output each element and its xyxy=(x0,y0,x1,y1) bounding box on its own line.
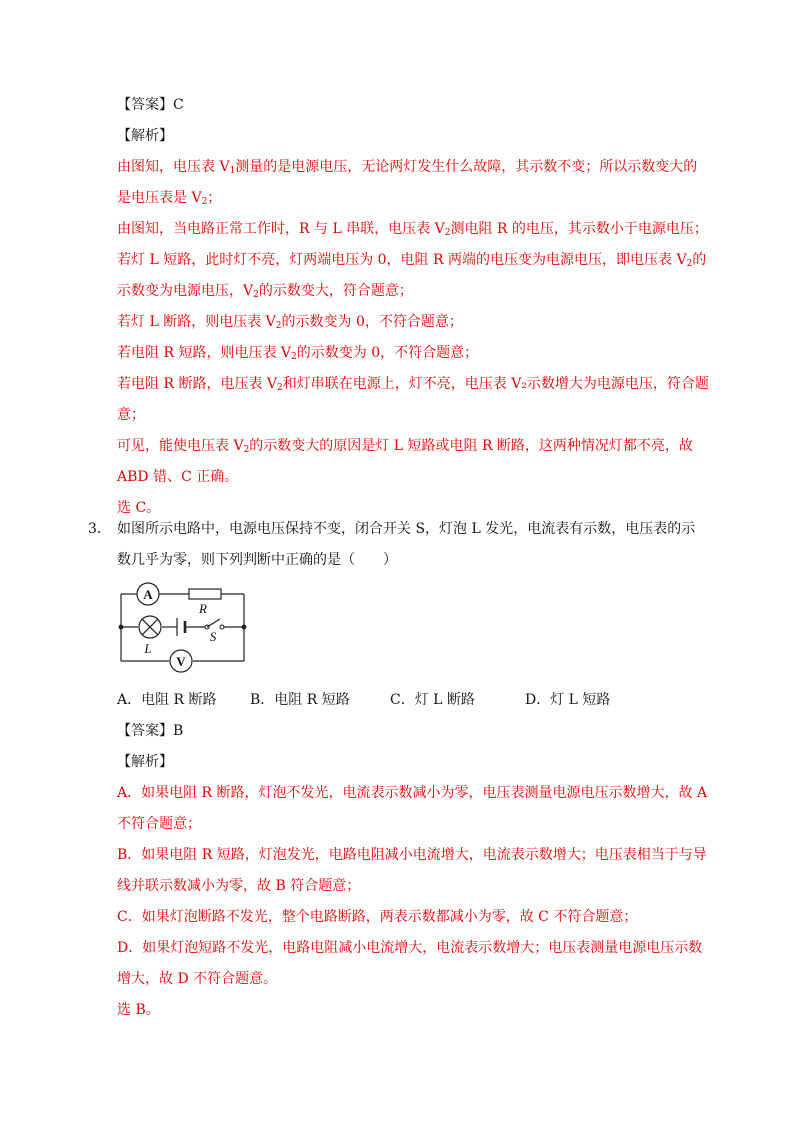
analysis-1-line: 若电阻 R 断路，电压表 $V_2$和灯串联在电源上，灯不亮，电压表 V₂示数增大为电源电压，符合题 xyxy=(117,376,709,393)
analysis-1-line: ABD 错、C 正确。 xyxy=(117,469,239,485)
switch-symbol xyxy=(205,619,224,644)
analysis-1-line: 若灯 L 断路，则电压表 $V_2$的示数变为 0，不符合题意； xyxy=(117,314,463,331)
analysis-1-line: 是电压表是 $V_2$； xyxy=(117,190,222,207)
question-3-text-line2: 数几乎为零，则下列判断中正确的是（ ） xyxy=(117,552,397,568)
analysis-3-line: 增大，故 D 不符合题意。 xyxy=(117,971,278,987)
analysis-1-line: 由图知，当电路正常工作时，R 与 L 串联，电压表 $V_2$测电阻 R 的电压，其示数小于电源电压； xyxy=(117,221,708,238)
circuit-diagram xyxy=(113,574,253,674)
analysis-title-3: 【解析】 xyxy=(117,754,173,770)
analysis-3-line: A．如果电阻 R 断路，灯泡不发光，电流表示数减小为零，电压表测量电源电压示数增大，故 A xyxy=(117,785,708,801)
junction-dot-right xyxy=(242,625,247,630)
analysis-3-line: 选 B。 xyxy=(117,1002,160,1018)
analysis-3-line: 不符合题意； xyxy=(117,816,201,832)
analysis-3-line: C．如果灯泡断路不发光，整个电路断路，两表示数都减小为零，故 C 不符合题意； xyxy=(117,909,638,925)
resistor-symbol xyxy=(189,589,221,616)
analysis-1-line: 示数变为电源电压，$V_2$的示数变大，符合题意； xyxy=(117,283,413,300)
answer-label-1: 【答案】C xyxy=(117,97,184,113)
option-d[interactable]: D．灯 L 短路 xyxy=(525,692,611,708)
analysis-title-1: 【解析】 xyxy=(117,128,173,144)
analysis-1-line: 若灯 L 短路，此时灯不亮，灯两端电压为 0，电阻 R 两端的电压变为电源电压，即电压表 $V_2$的 xyxy=(117,252,707,269)
junction-dot-left xyxy=(119,625,124,630)
option-c[interactable]: C．灯 L 断路 xyxy=(390,692,475,708)
lamp-symbol xyxy=(139,616,161,656)
voltmeter-symbol xyxy=(170,650,192,672)
battery-symbol xyxy=(177,618,185,636)
analysis-1-line: 意； xyxy=(117,407,145,423)
switch-label: S xyxy=(209,629,217,644)
question-3-number: 3． xyxy=(88,521,111,537)
answer-label-3: 【答案】B xyxy=(117,723,184,739)
voltmeter-label: V xyxy=(176,654,186,669)
ammeter-symbol xyxy=(137,583,159,605)
lamp-label: L xyxy=(144,641,152,656)
analysis-1-line: 可见，能使电压表 $V_2$的示数变大的原因是灯 L 短路或电阻 R 断路，这两种情况灯都不亮，故 xyxy=(117,438,693,455)
ammeter-label: A xyxy=(143,587,153,602)
question-3-text-line1: 如图所示电路中，电源电压保持不变，闭合开关 S，灯泡 L 发光，电流表有示数，电压表的示 xyxy=(117,521,696,537)
option-b[interactable]: B．电阻 R 短路 xyxy=(250,692,350,708)
resistor-label: R xyxy=(199,601,207,616)
analysis-1-line: 由图知，电压表 $V_1$测量的是电源电压，无论两灯发生什么故障，其示数不变；所以示数变大的 xyxy=(117,159,698,176)
analysis-3-line: B．如果电阻 R 短路，灯泡发光，电路电阻减小电流增大，电流表示数增大；电压表相当于与导 xyxy=(117,847,707,863)
analysis-1-line: 选 C。 xyxy=(117,500,161,516)
analysis-1-line: 若电阻 R 短路，则电压表 $V_2$的示数变为 0，不符合题意； xyxy=(117,345,479,362)
option-a[interactable]: A．电阻 R 断路 xyxy=(117,692,217,708)
analysis-3-line: 线并联示数减小为零，故 B 符合题意； xyxy=(117,878,361,894)
analysis-3-line: D．如果灯泡短路不发光，电路电阻减小电流增大，电流表示数增大；电压表测量电源电压示数 xyxy=(117,940,703,956)
